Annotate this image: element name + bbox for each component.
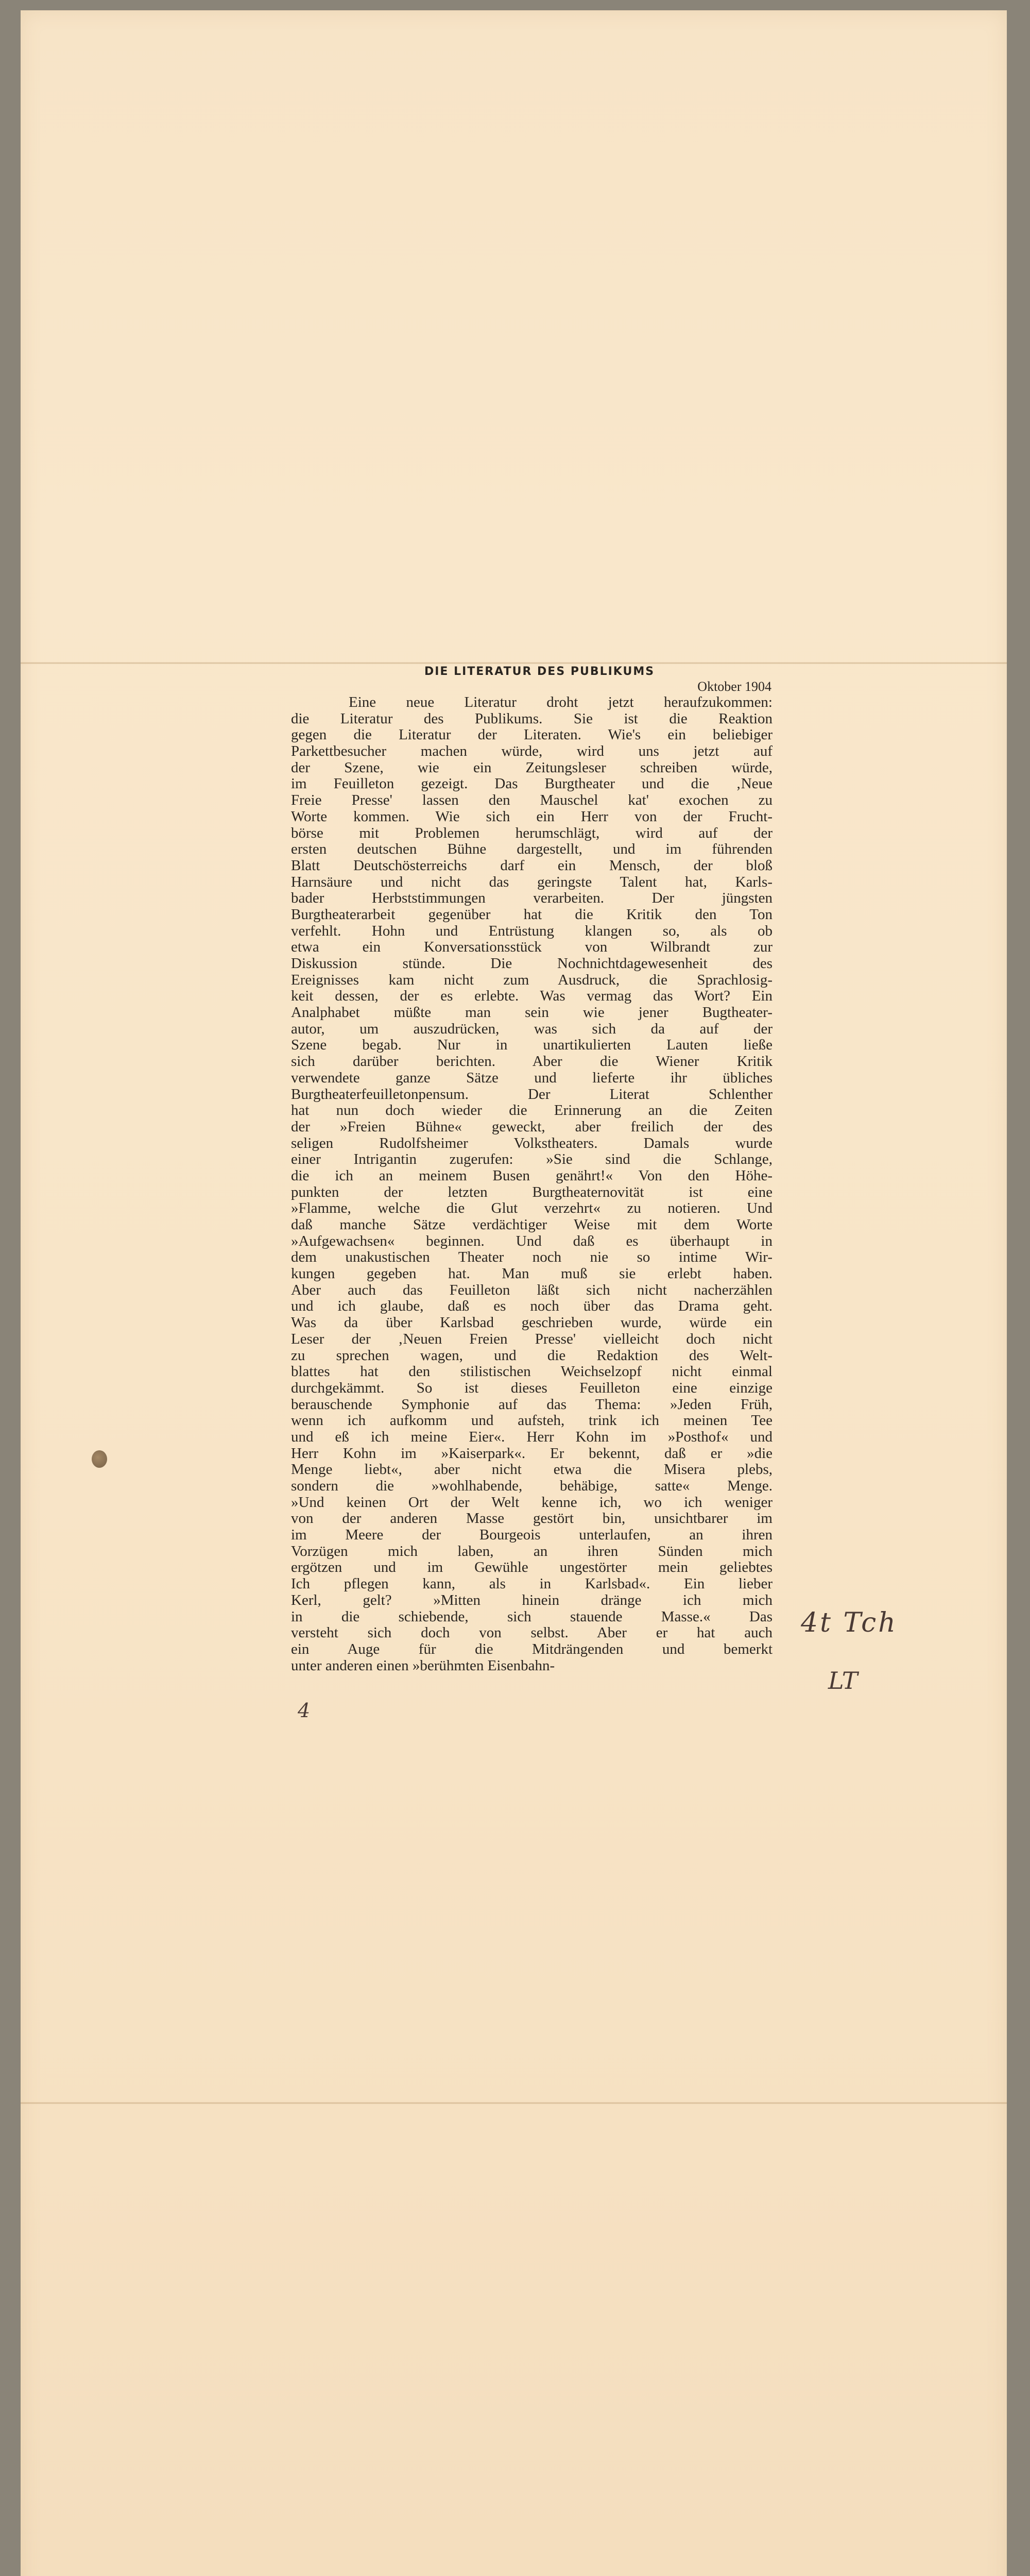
text-line: durchgekämmt. So ist dieses Feuilleton eine einzige (291, 1380, 772, 1396)
text-line: Worte kommen. Wie sich ein Herr von der Frucht- (291, 808, 772, 825)
text-line: Ereignisses kam nicht zum Ausdruck, die Sprachlosig- (291, 972, 772, 988)
text-line: Herr Kohn im »Kaiserpark«. Er bekennt, daß er »die (291, 1445, 772, 1462)
text-line: börse mit Problemen herumschlägt, wird auf der (291, 825, 772, 841)
text-line: Aber auch das Feuilleton läßt sich nicht nacherzählen (291, 1282, 772, 1298)
fold-crease-upper (21, 662, 1007, 664)
text-line: keit dessen, der es erlebte. Was vermag das Wort? Ein (291, 988, 772, 1005)
text-line: Ich pflegen kann, als in Karlsbad«. Ein lieber (291, 1576, 772, 1592)
handwritten-margin-note-2: LT (828, 1667, 858, 1694)
text-line: Burgtheaterfeuilletonpensum. Der Literat Schlenther (291, 1086, 772, 1103)
text-line: ergötzen und im Gewühle ungestörter mein geliebtes (291, 1560, 772, 1576)
fold-crease-lower (21, 2102, 1007, 2104)
text-line: Was da über Karlsbad geschrieben wurde, würde ein (291, 1315, 772, 1331)
text-line: »Flamme, welche die Glut verzehrt« zu notieren. Und (291, 1200, 772, 1217)
text-line: von der anderen Masse gestört bin, unsichtbarer im (291, 1511, 772, 1527)
text-line: Harnsäure und nicht das geringste Talent hat, Karls- (291, 874, 772, 890)
text-line: einer Intrigantin zugerufen: »Sie sind die Schlange, (291, 1151, 772, 1168)
text-line: seligen Rudolfsheimer Volkstheaters. Damals wurde (291, 1135, 772, 1151)
handwritten-left-mark: 4 (298, 1699, 311, 1722)
text-line: der Szene, wie ein Zeitungsleser schreiben würde, (291, 759, 772, 776)
text-line: sich darüber berichten. Aber die Wiener Kritik (291, 1054, 772, 1070)
text-line: autor, um auszudrücken, was sich da auf der (291, 1021, 772, 1037)
text-line: Freie Presse' lassen den Mauschel kat' exochen zu (291, 792, 772, 809)
text-line: im Meere der Bourgeois unterlaufen, an ihren (291, 1527, 772, 1544)
text-line: dem unakustischen Theater noch nie so intime Wir- (291, 1249, 772, 1266)
handwritten-margin-note: 4t Tch (801, 1607, 898, 1638)
text-line: versteht sich doch von selbst. Aber er hat auch (291, 1625, 772, 1641)
text-line: ein Auge für die Mitdrängenden und bemerkt (291, 1641, 772, 1657)
text-line: ersten deutschen Bühne dargestellt, und im führenden (291, 841, 772, 858)
text-line: blattes hat den stilistischen Weichselzopf nicht einmal (291, 1364, 772, 1380)
text-line: gegen die Literatur der Literaten. Wie's ein beliebiger (291, 727, 772, 743)
newspaper-clipping (291, 665, 772, 1674)
text-line: die ich an meinem Busen genährt!« Von den Höhe- (291, 1167, 772, 1184)
text-line: berauschende Symphonie auf das Thema: »Jeden Früh, (291, 1396, 772, 1413)
text-line: »Und keinen Ort der Welt kenne ich, wo ich weniger (291, 1494, 772, 1511)
text-line: Diskussion stünde. Die Nochnichtdagewesenheit des (291, 956, 772, 972)
text-line: wenn ich aufkomm und aufsteh, trink ich meinen Tee (291, 1413, 772, 1429)
text-line: der »Freien Bühne« geweckt, aber freilich der des (291, 1118, 772, 1135)
text-line: Kerl, gelt? »Mitten hinein dränge ich mich (291, 1592, 772, 1608)
text-line: Szene begab. Nur in unartikulierten Lauten ließe (291, 1037, 772, 1054)
text-line: Blatt Deutschösterreichs darf ein Mensch, der bloß (291, 857, 772, 874)
text-line: die Literatur des Publikums. Sie ist die Reaktion (291, 710, 772, 727)
text-line: in die schiebende, sich stauende Masse.« Das (291, 1608, 772, 1625)
text-line: punkten der letzten Burgtheaternovität ist eine (291, 1184, 772, 1200)
text-line: Analphabet müßte man sein wie jener Bugtheater- (291, 1005, 772, 1021)
text-line: bader Herbststimmungen verarbeiten. Der jüngsten (291, 890, 772, 907)
text-line: verfehlt. Hohn und Entrüstung klangen so, als ob (291, 923, 772, 939)
text-line: »Aufgewachsen« beginnen. Und daß es überhaupt in (291, 1233, 772, 1249)
text-line: Vorzügen mich laben, an ihren Sünden mich (291, 1543, 772, 1560)
article-body (291, 694, 772, 1674)
text-line: unter anderen einen »berühmten Eisenbahn- (291, 1657, 555, 1674)
text-line: Leser der ‚Neuen Freien Presse' vielleicht doch nicht (291, 1331, 772, 1347)
text-line: und eß ich meine Eier«. Herr Kohn im »Posthof« und (291, 1429, 772, 1445)
text-line: verwendete ganze Sätze und lieferte ihr übliches (291, 1070, 772, 1086)
text-line: und ich glaube, daß es noch über das Drama geht. (291, 1298, 772, 1315)
text-line: sondern die »wohlhabende, behäbige, satte« Menge. (291, 1478, 772, 1494)
text-line: zu sprechen wagen, und die Redaktion des Welt- (291, 1347, 772, 1364)
text-line: etwa ein Konversationsstück von Wilbrandt zur (291, 939, 772, 956)
text-line: hat nun doch wieder die Erinnerung an die Zeiten (291, 1103, 772, 1119)
text-line: Burgtheaterarbeit gegenüber hat die Kritik den Ton (291, 906, 772, 923)
text-line: im Feuilleton gezeigt. Das Burgtheater und die ‚Neue (291, 776, 772, 792)
punch-hole (92, 1450, 107, 1468)
text-line: Parkettbesucher machen würde, wird uns jetzt auf (291, 743, 772, 760)
text-line: daß manche Sätze verdächtiger Weise mit dem Worte (291, 1217, 772, 1233)
article-date: Oktober 1904 (697, 679, 771, 694)
text-line: Menge liebt«, aber nicht etwa die Misera plebs, (291, 1462, 772, 1478)
text-line: Eine neue Literatur droht jetzt heraufzukommen: (349, 694, 772, 710)
text-line: kungen gegeben hat. Man muß sie erlebt haben. (291, 1266, 772, 1282)
article-title: DIE LITERATUR DES PUBLIKUMS (424, 665, 655, 678)
